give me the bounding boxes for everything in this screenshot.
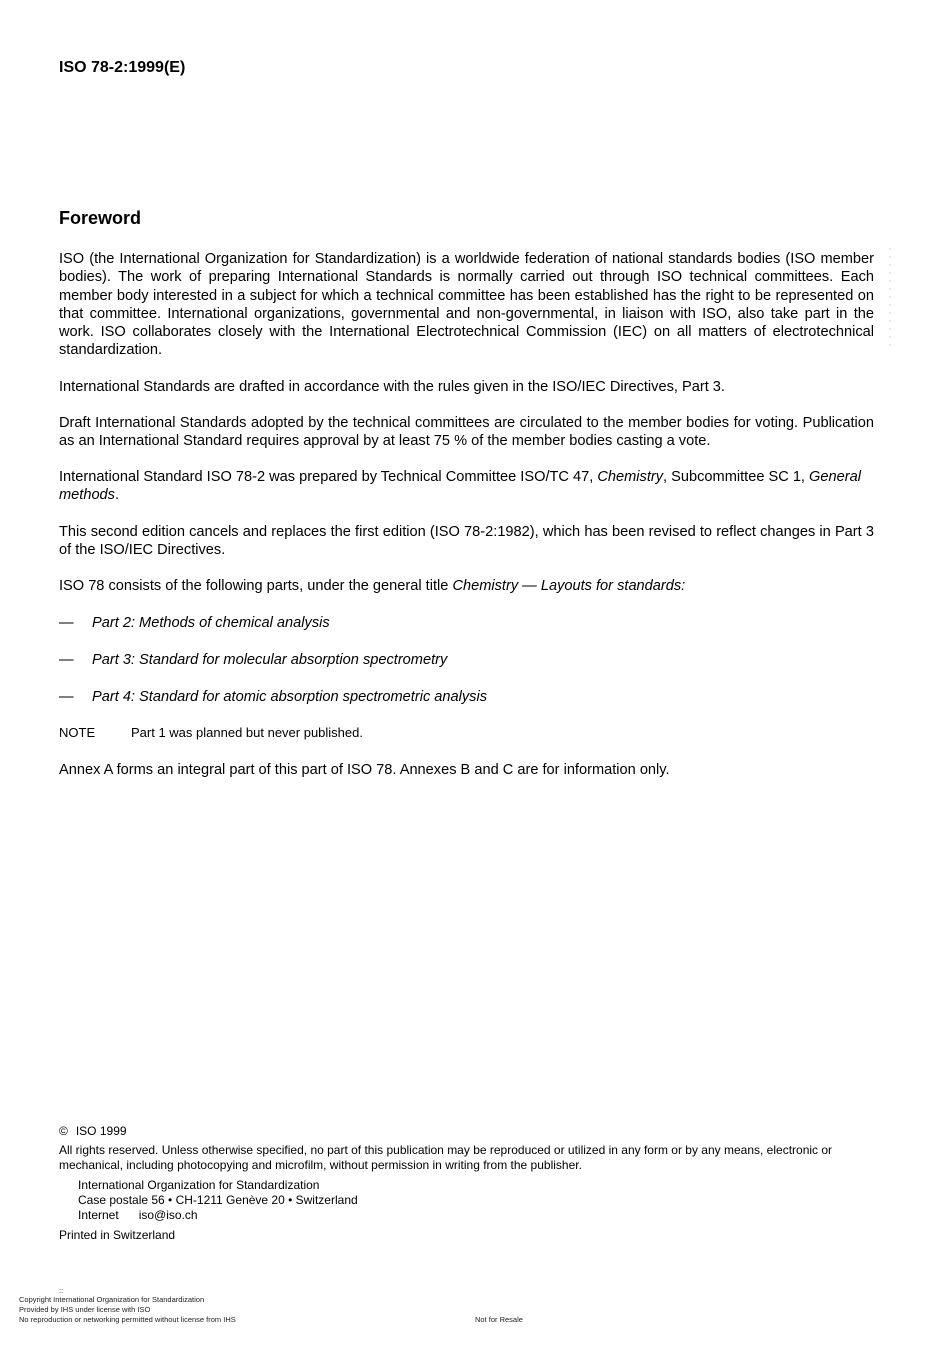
paragraph-text: International Standard ISO 78-2 was prepared by Technical Committee ISO/TC 47, [59,469,598,485]
list-item-text: Part 3: Standard for molecular absorption spectrometry [92,652,448,668]
copyright-symbol: © [59,1124,68,1138]
footer-copyright: Copyright International Organization for Standardization [19,1295,205,1304]
paragraph-text: ISO (the International Organization for Standardization) is a worldwide federation of national standards bodies (ISO member bodies). The work of preparing International Standards is normally carried out through ISO technical committees. Each member body interested in a subject for which a technical committee has been established has the right to be represented on that committee. International organizations, governmental and non-governmental, in liaison with ISO, also take part in the work. ISO collaborates closely with the International Electrotechnical Commission (IEC) on all matters of electrotechnical standardization. [59,251,874,359]
internet-email-link[interactable]: iso@iso.ch [138,1208,198,1222]
foreword-paragraph-2 [59,378,874,396]
org-internet [78,1208,198,1223]
change-bar-icon [886,248,894,348]
paragraph-text: Draft International Standards adopted by the technical committees are circulated to the member bodies for voting. Publication as an International Standard requires approval by at least 75 % of the member bodies casting a vote. [59,415,874,450]
foreword-paragraph-5 [59,523,874,560]
foreword-paragraph-4 [59,468,874,505]
foreword-paragraph-6 [59,577,874,595]
note-text: Part 1 was planned but never published. [131,725,363,740]
list-item [59,689,487,705]
margin-change-marks [886,248,894,348]
org-address: Case postale 56 • CH-1211 Genève 20 • Switzerland [78,1193,358,1207]
printed-in: Printed in Switzerland [59,1228,176,1242]
dash-bullet: — [59,652,74,668]
document-id: ISO 78-2:1999(E) [59,59,186,76]
paragraph-text: This second edition cancels and replaces the first edition (ISO 78-2:1982), which has been revised to reflect changes in Part 3 of the ISO/IEC Directives. [59,524,874,559]
paragraph-text: . [114,487,120,504]
foreword-paragraph-3 [59,414,874,451]
org-name: International Organization for Standardization [78,1178,320,1192]
foreword-paragraph-1 [59,250,874,360]
dash-bullet: — [59,615,74,631]
paragraph-text: International Standards are drafted in accordance with the rules given in the ISO/IEC Directives, Part 3. [59,379,725,395]
committee-title: Chemistry [597,469,664,485]
rights-statement: All rights reserved. Unless otherwise specified, no part of this publication may be reproduced or utilized in any form or by any means, electronic or mechanical, including photocopying and microfilm, without permission in writing from the publisher. [59,1143,833,1172]
copyright-line [59,1124,127,1139]
internet-label: Internet [78,1208,119,1222]
general-title: Chemistry — Layouts for standards: [452,578,686,594]
paragraph-text: , Subcommittee SC 1, [663,469,810,485]
paragraph-text: ISO 78 consists of the following parts, under the general title [59,578,453,594]
footer-mark: :: [59,1286,64,1295]
paragraph-text: Annex A forms an integral part of this part of ISO 78. Annexes B and C are for information only. [59,762,670,778]
dash-bullet: — [59,689,74,705]
foreword-heading: Foreword [59,208,142,228]
foreword-paragraph-7 [59,761,874,779]
footer-not-for-resale: Not for Resale [475,1315,523,1324]
list-item-text: Part 2: Methods of chemical analysis [92,615,330,631]
note-label: NOTE [59,725,96,740]
list-item-text: Part 4: Standard for atomic absorption spectrometric analysis [92,689,488,705]
footer-provided: Provided by IHS under license with ISO [19,1305,151,1314]
subcommittee-title: General methods [59,469,861,504]
note [59,725,363,740]
list-item [59,615,330,631]
list-item [59,652,447,668]
copyright-text: ISO 1999 [75,1124,127,1138]
footer-license: No reproduction or networking permitted without license from IHS [19,1315,236,1324]
